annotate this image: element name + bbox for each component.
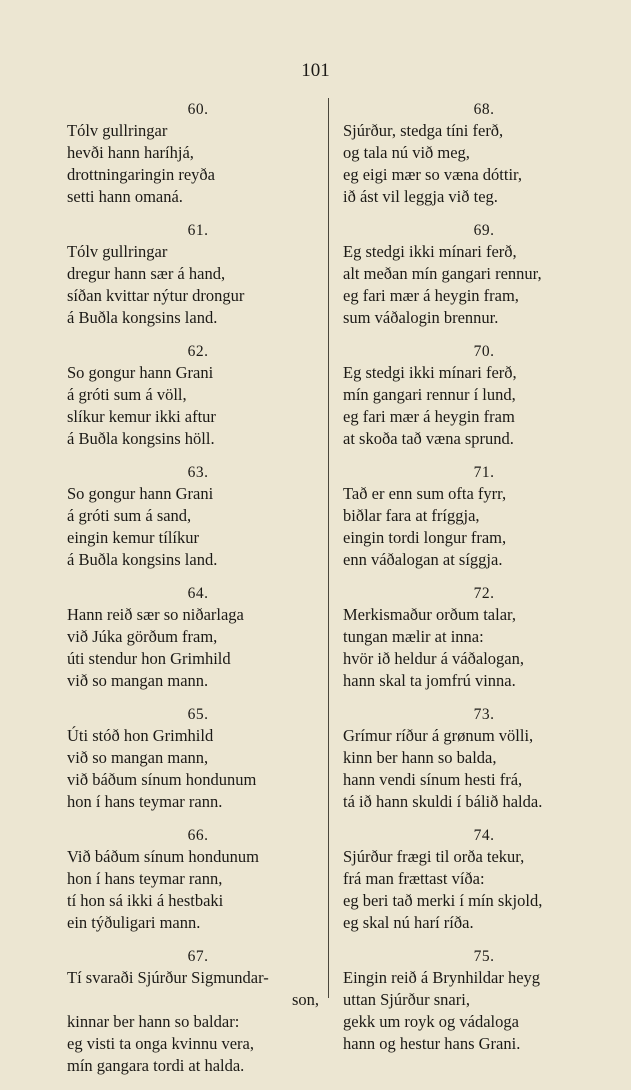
verse-line: Grímur ríður á grønum völli, — [343, 726, 534, 745]
verse-line: Úti stóð hon Grimhild — [67, 726, 214, 745]
stanza — [67, 100, 329, 208]
verse-line: hevði hann haríhjá, — [67, 143, 194, 162]
stanza-number: 72. — [473, 585, 495, 602]
verse-line: á gróti sum á sand, — [67, 506, 192, 525]
verse-line: eingin tordi longur fram, — [343, 528, 507, 547]
verse-line: á Buðla kongsins höll. — [67, 429, 215, 448]
stanza-number: 71. — [473, 464, 495, 481]
verse-line: Tólv gullringar — [67, 242, 168, 261]
verse-line: slíkur kemur ikki aftur — [67, 407, 216, 426]
verse-line: setti hann omaná. — [67, 187, 183, 206]
stanza-number: 65. — [187, 706, 209, 723]
page-number: 101 — [301, 60, 330, 81]
verse-line: tungan mælir at inna: — [343, 627, 484, 646]
verse-line: Tólv gullringar — [67, 121, 168, 140]
verse-line: mín gangari rennur í lund, — [343, 385, 516, 404]
verse-line: enn váðalogan at síggja. — [343, 550, 503, 569]
stanza-number: 73. — [473, 706, 495, 723]
verse-line: drottningaringin reyða — [67, 165, 216, 184]
verse-line: Eingin reið á Brynhildar heyg — [343, 968, 541, 987]
right-column — [343, 100, 625, 1068]
verse-line: við báðum sínum hondunum — [67, 770, 257, 789]
verse-line: hon í hans teymar rann, — [67, 869, 223, 888]
stanza — [343, 463, 625, 571]
verse-line: sum váðalogin brennur. — [343, 308, 499, 327]
verse-line: og tala nú við meg, — [343, 143, 470, 162]
verse-line: hann skal ta jomfrú vinna. — [343, 671, 516, 690]
verse-line: síðan kvittar nýtur drongur — [67, 286, 245, 305]
stanza-number: 75. — [473, 948, 495, 965]
stanza — [343, 584, 625, 692]
verse-line: Tað er enn sum ofta fyrr, — [343, 484, 507, 503]
stanza — [343, 221, 625, 329]
verse-line: mín gangara tordi at halda. — [67, 1056, 245, 1075]
verse-line: at skoða tað væna sprund. — [343, 429, 514, 448]
verse-line: eg fari mær á heygin fram — [343, 407, 515, 426]
verse-line: gekk um royk og vádaloga — [343, 1012, 519, 1031]
stanza — [67, 221, 329, 329]
verse-line: Tí svaraði Sjúrður Sigmundar- — [67, 968, 269, 987]
stanza — [343, 100, 625, 208]
left-column — [67, 100, 329, 1090]
verse-line: kinn ber hann so balda, — [343, 748, 497, 767]
stanza — [67, 947, 329, 1077]
verse-line: dregur hann sær á hand, — [67, 264, 226, 283]
verse-line: uttan Sjúrður snari, — [343, 990, 470, 1009]
verse-line: eg eigi mær so væna dóttir, — [343, 165, 522, 184]
verse-line: ein týðuligari mann. — [67, 913, 201, 932]
verse-line: við so mangan mann, — [67, 748, 209, 767]
stanza-number: 61. — [187, 222, 209, 239]
verse-line: ið ást vil leggja við teg. — [343, 187, 498, 206]
verse-line: á gróti sum á völl, — [67, 385, 187, 404]
stanza-number: 63. — [187, 464, 209, 481]
verse-line: hann og hestur hans Grani. — [343, 1034, 521, 1053]
verse-line: á Buðla kongsins land. — [67, 308, 218, 327]
verse-line: eg visti ta onga kvinnu vera, — [67, 1034, 254, 1053]
verse-line: við so mangan mann. — [67, 671, 209, 690]
stanza — [343, 342, 625, 450]
verse-line: frá man frættast víða: — [343, 869, 485, 888]
verse-line: son, — [291, 990, 319, 1009]
verse-line: við Júka görðum fram, — [67, 627, 218, 646]
verse-line: á Buðla kongsins land. — [67, 550, 218, 569]
stanza-number: 69. — [473, 222, 495, 239]
verse-line: Við báðum sínum hondunum — [67, 847, 259, 866]
stanza — [343, 947, 625, 1055]
stanza-number: 74. — [473, 827, 495, 844]
stanza-number: 60. — [187, 101, 209, 118]
stanza — [67, 342, 329, 450]
verse-line: tá ið hann skuldi í bálið halda. — [343, 792, 543, 811]
verse-line: hvör ið heldur á váðalogan, — [343, 649, 524, 668]
verse-line: Sjúrður frægi til orða tekur, — [343, 847, 525, 866]
verse-line: hann vendi sínum hesti frá, — [343, 770, 523, 789]
verse-line: kinnar ber hann so baldar: — [67, 1012, 240, 1031]
stanza — [343, 705, 625, 813]
stanza — [67, 705, 329, 813]
verse-line: eg skal nú harí ríða. — [343, 913, 474, 932]
verse-line: tí hon sá ikki á hestbaki — [67, 891, 224, 910]
stanza-number: 66. — [187, 827, 209, 844]
stanza — [67, 826, 329, 934]
stanza-number: 67. — [187, 948, 209, 965]
stanza — [343, 826, 625, 934]
verse-line: úti stendur hon Grimhild — [67, 649, 231, 668]
verse-line: eingin kemur tílíkur — [67, 528, 199, 547]
stanza — [67, 584, 329, 692]
verse-line: eg fari mær á heygin fram, — [343, 286, 519, 305]
stanza-number: 62. — [187, 343, 209, 360]
verse-line: biðlar fara at fríggja, — [343, 506, 480, 525]
verse-line: So gongur hann Grani — [67, 484, 214, 503]
verse-line: Sjúrður, stedga tíni ferð, — [343, 121, 504, 140]
verse-line: So gongur hann Grani — [67, 363, 214, 382]
verse-line: hon í hans teymar rann. — [67, 792, 223, 811]
verse-line: eg beri tað merki í mín skjold, — [343, 891, 543, 910]
verse-line: Eg stedgi ikki mínari ferð, — [343, 363, 517, 382]
verse-line: Hann reið sær so niðarlaga — [67, 605, 244, 624]
stanza-number: 68. — [473, 101, 495, 118]
stanza-number: 64. — [187, 585, 209, 602]
verse-line: Eg stedgi ikki mínari ferð, — [343, 242, 517, 261]
stanza — [67, 463, 329, 571]
verse-line: Merkismaður orðum talar, — [343, 605, 517, 624]
stanza-number: 70. — [473, 343, 495, 360]
verse-line: alt meðan mín gangari rennur, — [343, 264, 542, 283]
